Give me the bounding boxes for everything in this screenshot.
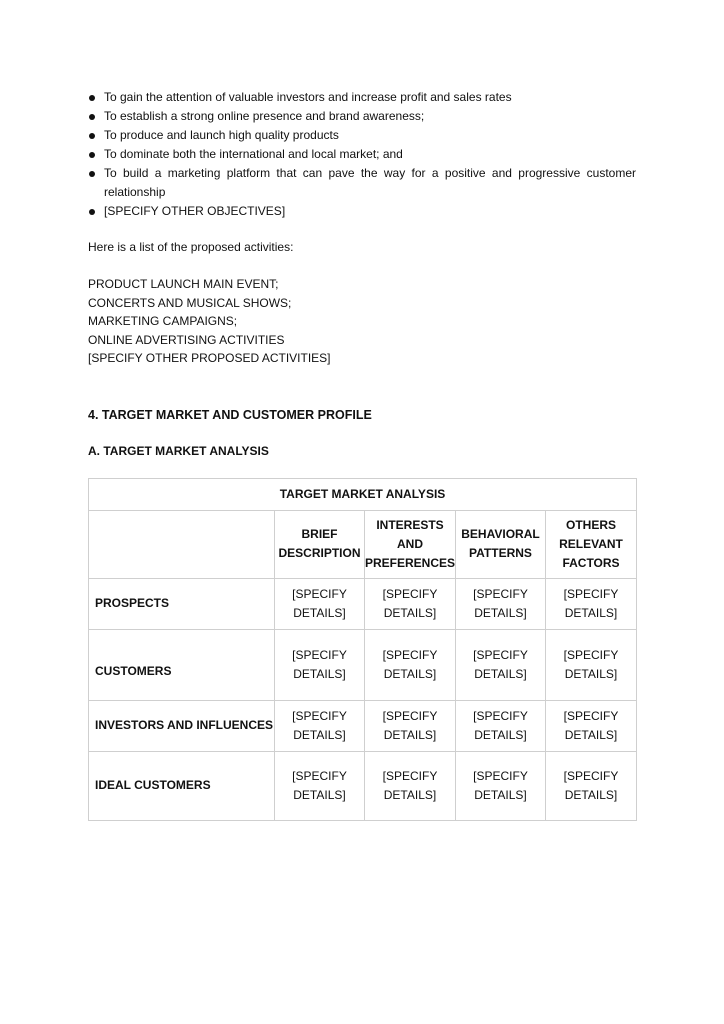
table-row	[89, 751, 637, 820]
table-cell: [SPECIFY DETAILS]	[275, 629, 365, 700]
objective-item: To establish a strong online presence and brand awareness;	[88, 107, 636, 126]
row-label: INVESTORS AND INFLUENCES	[89, 700, 275, 751]
sub-heading: A. TARGET MARKET ANALYSIS	[88, 443, 269, 458]
bullet-icon	[89, 171, 95, 177]
header-other-factors: OTHERS RELEVANT FACTORS	[546, 510, 637, 578]
objective-item: To produce and launch high quality products	[88, 126, 636, 145]
header-brief-description: BRIEF DESCRIPTION	[275, 510, 365, 578]
table-cell: [SPECIFY DETAILS]	[546, 578, 637, 629]
table-cell: [SPECIFY DETAILS]	[456, 629, 546, 700]
table-cell: [SPECIFY DETAILS]	[546, 629, 637, 700]
table-cell: [SPECIFY DETAILS]	[275, 700, 365, 751]
table-row	[89, 700, 637, 751]
activity-item: PRODUCT LAUNCH MAIN EVENT;	[88, 277, 279, 291]
table-cell: [SPECIFY DETAILS]	[546, 700, 637, 751]
table-title: TARGET MARKET ANALYSIS	[89, 478, 637, 510]
objective-item: [SPECIFY OTHER OBJECTIVES]	[88, 202, 636, 221]
bullet-icon	[89, 133, 95, 139]
objective-item: To dominate both the international and local market; and	[88, 145, 636, 164]
table-row	[89, 578, 637, 629]
table-cell: [SPECIFY DETAILS]	[365, 578, 456, 629]
activity-item: [SPECIFY OTHER PROPOSED ACTIVITIES]	[88, 351, 331, 365]
objective-item: To build a marketing platform that can pave the way for a positive and progressive customer relationship	[88, 164, 636, 202]
table-cell: [SPECIFY DETAILS]	[275, 751, 365, 820]
table-cell: [SPECIFY DETAILS]	[456, 578, 546, 629]
activities-intro: Here is a list of the proposed activities:	[88, 240, 294, 254]
activity-item: MARKETING CAMPAIGNS;	[88, 314, 238, 328]
bullet-icon	[89, 114, 95, 120]
target-market-table	[88, 478, 637, 821]
row-label: IDEAL CUSTOMERS	[89, 751, 275, 820]
header-interests-preferences: INTERESTS AND PREFERENCES	[365, 510, 456, 578]
objective-item: To gain the attention of valuable investors and increase profit and sales rates	[88, 88, 636, 107]
activity-item: CONCERTS AND MUSICAL SHOWS;	[88, 295, 292, 310]
table-cell: [SPECIFY DETAILS]	[365, 700, 456, 751]
row-label: PROSPECTS	[89, 578, 275, 629]
table-row	[89, 629, 637, 700]
objectives-list	[88, 88, 636, 221]
row-label: CUSTOMERS	[89, 629, 275, 700]
activities-list	[88, 275, 636, 368]
table-cell: [SPECIFY DETAILS]	[365, 751, 456, 820]
table-cell: [SPECIFY DETAILS]	[275, 578, 365, 629]
header-empty	[89, 510, 275, 578]
header-behavioral-patterns: BEHAVIORAL PATTERNS	[456, 510, 546, 578]
bullet-icon	[89, 209, 95, 215]
bullet-icon	[89, 95, 95, 101]
table-cell: [SPECIFY DETAILS]	[456, 751, 546, 820]
table-cell: [SPECIFY DETAILS]	[546, 751, 637, 820]
table-cell: [SPECIFY DETAILS]	[365, 629, 456, 700]
section-heading: 4. TARGET MARKET AND CUSTOMER PROFILE	[88, 407, 372, 422]
bullet-icon	[89, 152, 95, 158]
table-cell: [SPECIFY DETAILS]	[456, 700, 546, 751]
activity-item: ONLINE ADVERTISING ACTIVITIES	[88, 332, 285, 347]
